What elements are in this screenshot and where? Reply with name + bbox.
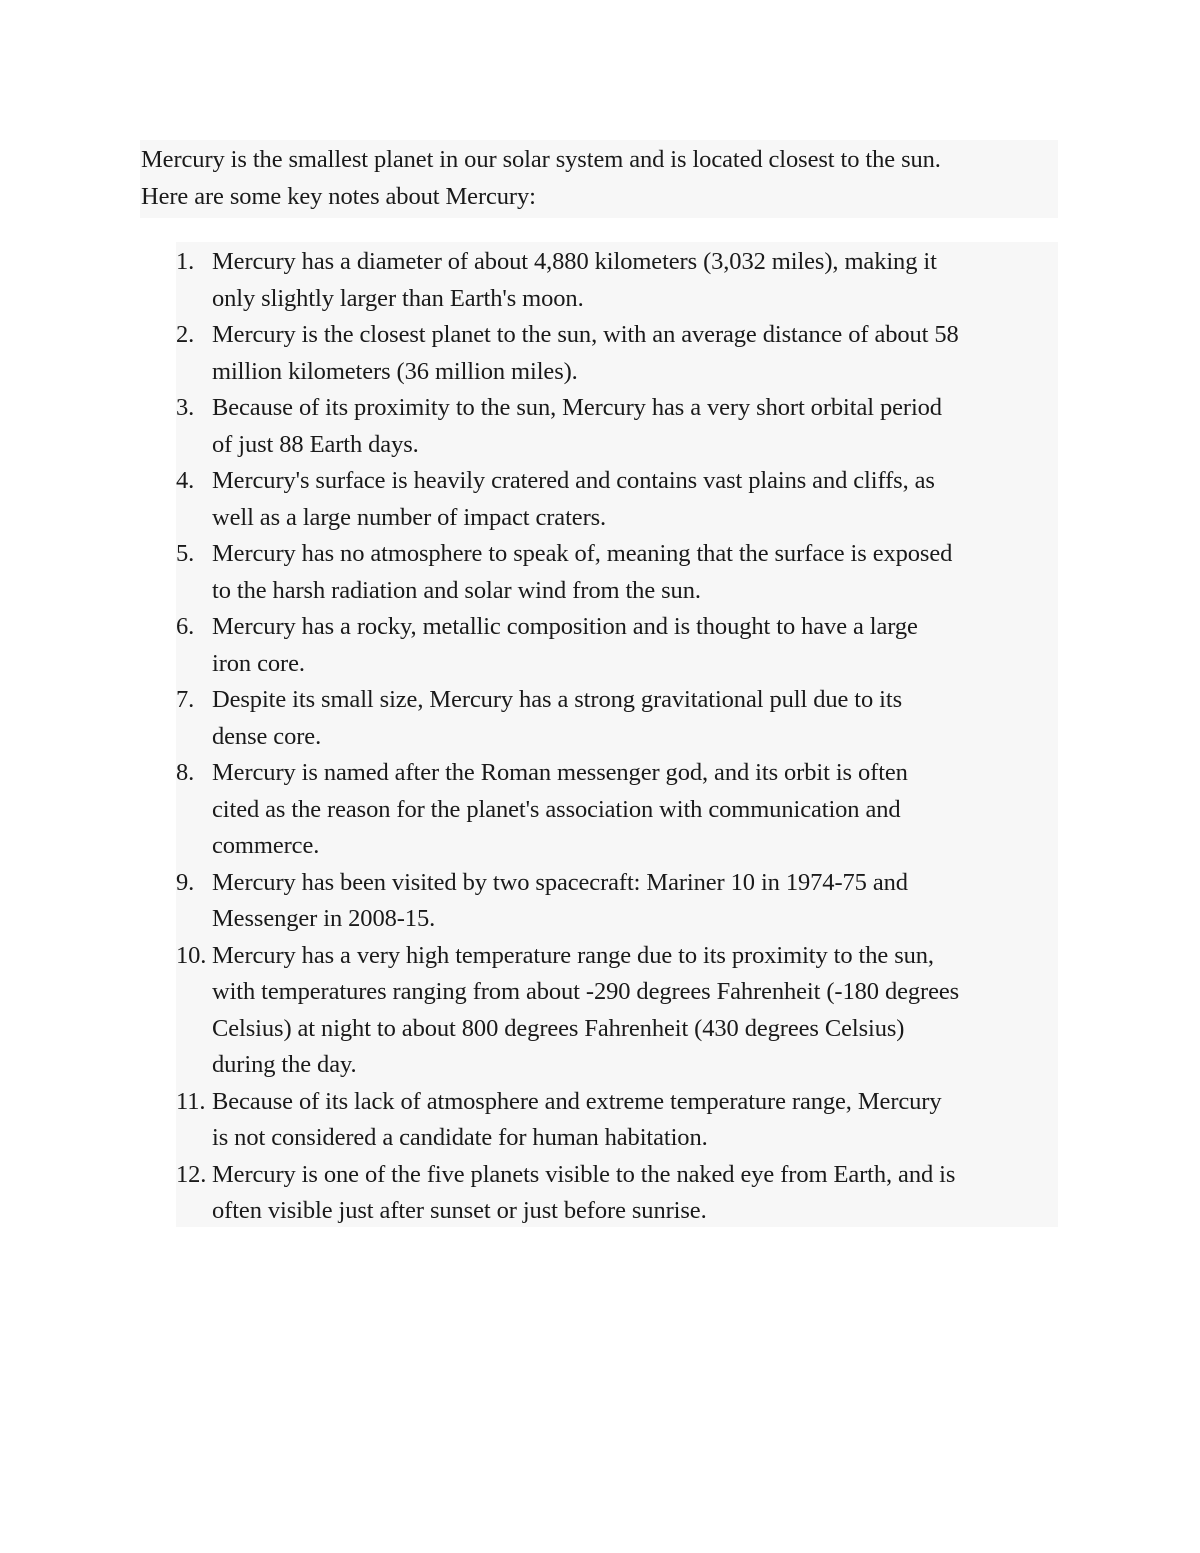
list-item-text-line: Mercury's surface is heavily cratered and contains vast plains and cliffs, as — [212, 467, 935, 494]
list-item-number: 2. — [176, 321, 195, 348]
list-item-text-line: Messenger in 2008-15. — [212, 905, 436, 932]
list-item-text-line: Mercury has a rocky, metallic composition and is thought to have a large — [212, 613, 918, 640]
list-item-text-line: is not considered a candidate for human habitation. — [212, 1124, 708, 1151]
list-item-number: 8. — [176, 759, 195, 786]
list-item-text-line: Mercury is one of the five planets visible to the naked eye from Earth, and is — [212, 1160, 956, 1188]
intro-paragraph — [140, 140, 1058, 218]
intro-line: Mercury is the smallest planet in our solar system and is located closest to the sun. — [141, 146, 941, 173]
list-item — [176, 865, 1058, 938]
list-item-text-line: Because of its proximity to the sun, Mercury has a very short orbital period — [212, 394, 942, 421]
list-item-text-line: to the harsh radiation and solar wind from the sun. — [212, 576, 701, 604]
list-item-text-line: Mercury has a diameter of about 4,880 kilometers (3,032 miles), making it — [212, 248, 937, 275]
list-item — [176, 938, 1058, 1084]
list-item-number: 4. — [176, 467, 195, 494]
list-item-number: 7. — [176, 686, 195, 713]
list-item — [176, 1157, 1058, 1230]
list-item-number: 6. — [176, 613, 195, 640]
list-item-text-line: often visible just after sunset or just before sunrise. — [212, 1197, 707, 1224]
list-item-text-line: Mercury has been visited by two spacecraft: Mariner 10 in 1974-75 and — [212, 868, 908, 896]
intro-line: Here are some key notes about Mercury: — [141, 182, 536, 210]
list-item — [176, 682, 1058, 755]
list-item-text-line: Mercury is the closest planet to the sun, with an average distance of about 58 — [212, 321, 959, 348]
list-item-text-line: only slightly larger than Earth's moon. — [212, 284, 584, 312]
list-item — [176, 244, 1058, 317]
list-item — [176, 463, 1058, 536]
list-item — [176, 609, 1058, 682]
list-item-text-line: dense core. — [212, 722, 322, 750]
key-notes-list — [176, 242, 1058, 1227]
list-item-number: 1. — [176, 248, 195, 275]
list-item-text-line: well as a large number of impact craters. — [212, 503, 607, 531]
list-item-number: 12. — [176, 1160, 207, 1188]
list-item-text-line: Mercury has a very high temperature range due to its proximity to the sun, — [212, 941, 934, 969]
list-item — [176, 390, 1058, 463]
list-item-text-line: Because of its lack of atmosphere and extreme temperature range, Mercury — [212, 1087, 942, 1115]
list-item — [176, 536, 1058, 609]
list-item-text-line: of just 88 Earth days. — [212, 430, 419, 458]
list-item-number: 5. — [176, 540, 195, 567]
list-item-text-line: Despite its small size, Mercury has a strong gravitational pull due to its — [212, 686, 903, 713]
list-item-text-line: with temperatures ranging from about -290 degrees Fahrenheit (-180 degrees — [212, 978, 960, 1005]
list-item-text-line: million kilometers (36 million miles). — [212, 357, 578, 385]
list-item-number: 3. — [176, 394, 195, 421]
list-item-text-line: iron core. — [212, 649, 305, 677]
list-item-text-line: cited as the reason for the planet's association with communication and — [212, 795, 901, 823]
list-item — [176, 755, 1058, 865]
list-item-number: 10. — [176, 941, 207, 969]
list-item-text-line: Celsius) at night to about 800 degrees Fahrenheit (430 degrees Celsius) — [212, 1014, 905, 1042]
list-item-number: 9. — [176, 868, 195, 896]
list-item — [176, 1084, 1058, 1157]
list-item-number: 11. — [176, 1087, 206, 1115]
list-item-text-line: Mercury is named after the Roman messenger god, and its orbit is often — [212, 759, 908, 786]
list-item — [176, 317, 1058, 390]
list-item-text-line: during the day. — [212, 1051, 357, 1078]
list-item-text-line: commerce. — [212, 832, 320, 859]
list-item-text-line: Mercury has no atmosphere to speak of, meaning that the surface is exposed — [212, 540, 953, 567]
